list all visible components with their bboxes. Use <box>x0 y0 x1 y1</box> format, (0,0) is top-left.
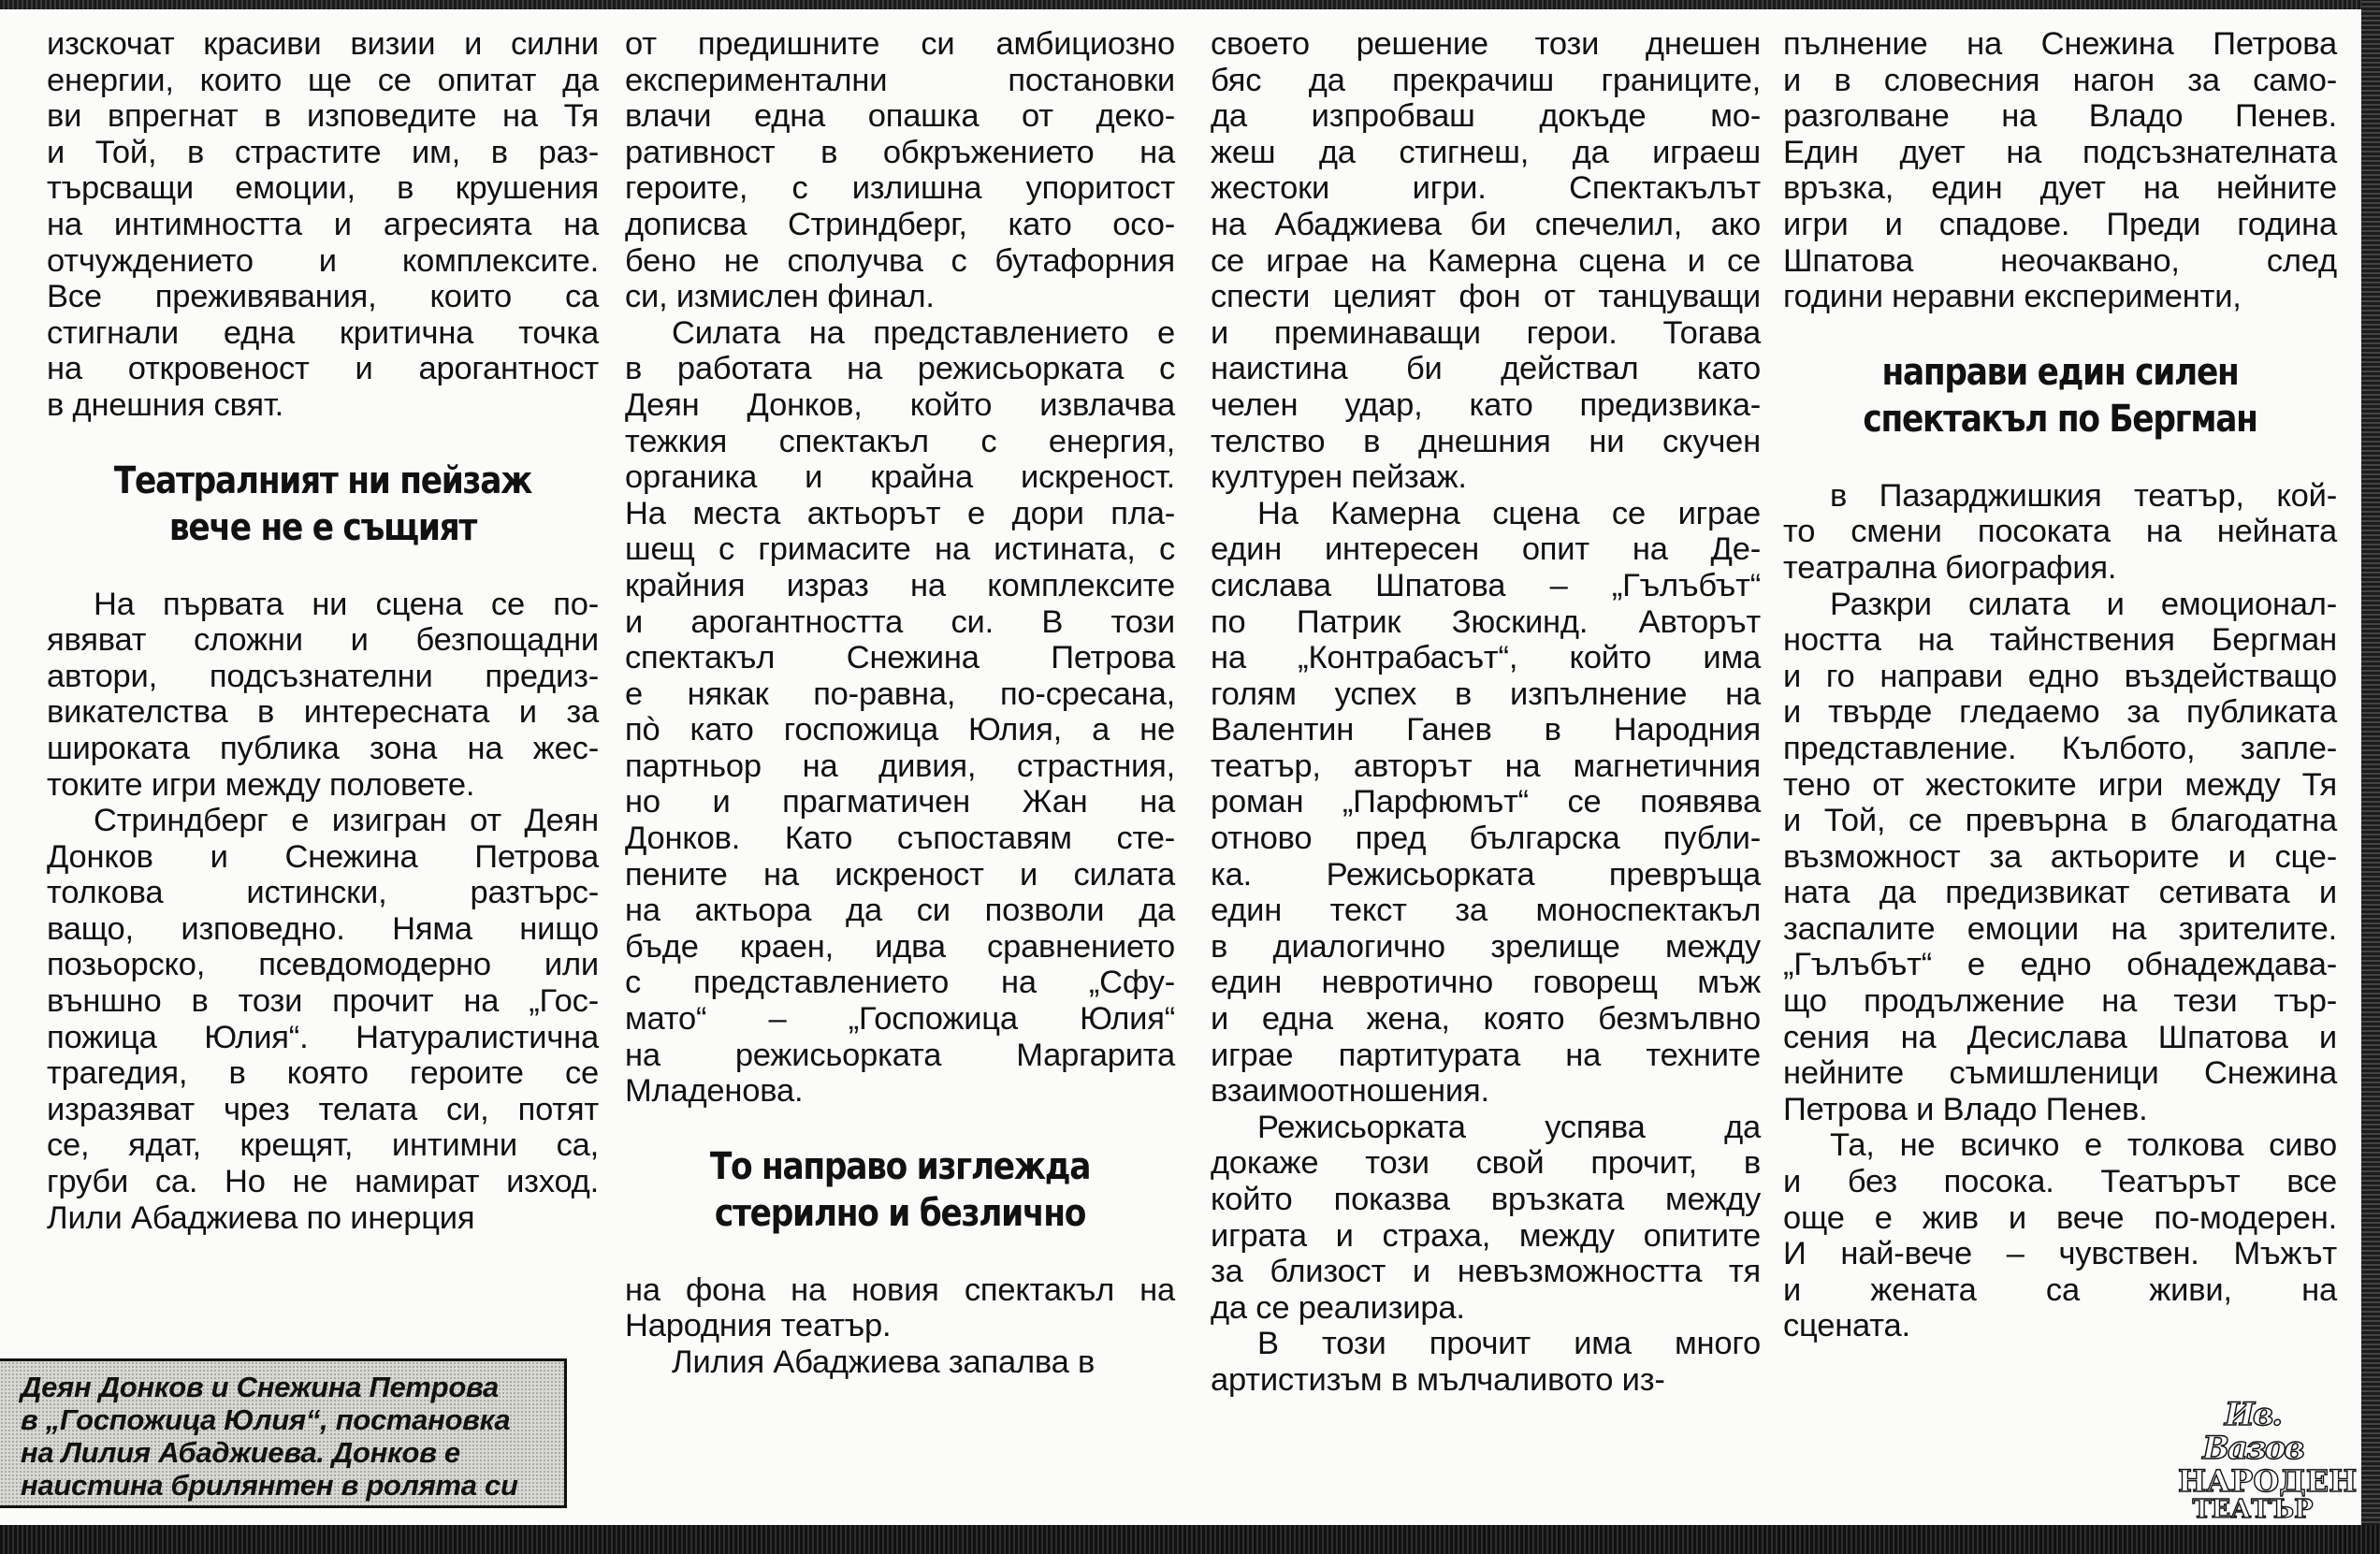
text-line: експериментални постановки <box>625 62 1175 98</box>
text-line: сцената. <box>1783 1308 1910 1344</box>
text-line: груби са. Но не намират изход. <box>47 1164 599 1200</box>
text-line: дописва Стриндберг, като осо- <box>625 206 1175 242</box>
text-line: ността на тайнствения Бергман <box>1783 622 2337 659</box>
text-line: викателства в интересната и за <box>47 694 599 731</box>
text-line: на актьора да си позволи да <box>625 893 1175 929</box>
text-line: заспалите емоции на зрителите. <box>1783 910 2337 947</box>
text-line: На Камерна сцена се играе <box>1257 495 1761 531</box>
text-line: що продължение на тези тър- <box>1783 983 2337 1020</box>
text-line: с представлението на „Сфу- <box>625 965 1175 1001</box>
text-line: и преминаващи герои. Тогава <box>1211 314 1761 351</box>
text-line: по Патрик Зюскинд. Авторът <box>1211 603 1761 640</box>
article-column-4 <box>1783 26 2337 1344</box>
caption-line: наистина брилянтен в ролята си <box>21 1469 518 1502</box>
text-line: да изпробваш докъде мо- <box>1211 98 1761 135</box>
text-line: нейните съмишленици Снежина <box>1783 1055 2337 1092</box>
article-paragraph <box>1783 478 2337 587</box>
text-line: и жената са живи, на <box>1783 1271 2337 1308</box>
text-line: широката публика зона на жес- <box>47 730 599 766</box>
article-paragraph <box>625 1272 1175 1344</box>
text-line: партньор на дивия, страстния, <box>625 748 1175 784</box>
section-subheading <box>47 457 599 551</box>
text-line: пò като госпожица Юлия, а не <box>625 712 1175 748</box>
text-line: наистина би действал като <box>1211 351 1761 387</box>
text-line: спектакъл Снежина Петрова <box>625 640 1175 676</box>
text-line: И най-вече – чувствен. Мъжът <box>1783 1236 2337 1272</box>
text-line: толкова истински, разтърс- <box>47 875 599 911</box>
text-line: изразяват чрез телата си, потят <box>47 1091 599 1127</box>
text-line: театрална биография. <box>1783 549 2117 586</box>
text-line: жеш да стигнеш, да играеш <box>1211 134 1761 170</box>
text-line: „Гълъбът“ е едно обнадеждава- <box>1783 947 2337 983</box>
text-line: Режисьорката успява да <box>1257 1109 1761 1145</box>
text-line: и твърде гледаемо за публиката <box>1783 694 2337 731</box>
text-line: и без посока. Театърът все <box>1783 1164 2337 1200</box>
text-line: на интимността и агресията на <box>47 206 599 242</box>
text-line: ка. Режисьорката превръща <box>1211 856 1761 893</box>
text-line: бяс да прекрачиш границите, <box>1211 62 1761 98</box>
text-line: Стриндберг е изигран от Деян <box>94 803 599 839</box>
section-subheading <box>1783 349 2337 443</box>
logo-name-line1: НАРОДЕН <box>2178 1463 2358 1499</box>
text-line: пените на искреност и силата <box>625 856 1175 893</box>
text-line: на режисьорката Маргарита <box>625 1037 1175 1073</box>
text-line: външно в този прочит на „Гос- <box>47 983 599 1020</box>
text-line: позьорско, псевдомодерно или <box>47 947 599 983</box>
text-line: разголване на Владо Пенев. <box>1783 98 2337 135</box>
text-line: Разкри силата и емоционал- <box>1830 586 2337 622</box>
text-line: културен пейзаж. <box>1211 459 1467 496</box>
text-line: представление. Кълбото, запле- <box>1783 730 2337 766</box>
text-line: артистизъм в мълчаливото из- <box>1211 1361 1665 1398</box>
text-line: Шпатова неочаквано, след <box>1783 242 2337 279</box>
text-line: Младенова. <box>625 1073 804 1110</box>
text-line: изскочат красиви визии и силни <box>47 26 599 62</box>
text-line: На първата ни сцена се по- <box>94 586 599 622</box>
text-line: жестоки игри. Спектакълът <box>1211 170 1761 207</box>
text-line: Петрова и Владо Пенев. <box>1783 1091 2148 1127</box>
text-line: още е жив и вече по-модерен. <box>1783 1199 2337 1236</box>
text-line: се, ядат, крещят, интимни са, <box>47 1127 599 1164</box>
text-line: то смени посоката на нейната <box>1783 514 2337 550</box>
text-line: челен удар, като предизвика- <box>1211 386 1761 423</box>
subheading-line: направи един силен <box>1881 350 2239 394</box>
text-line: своето решение този днешен <box>1211 26 1761 62</box>
text-line: връзка, един дует на нейните <box>1783 170 2337 207</box>
subheading-line: То направо изглежда <box>709 1144 1091 1188</box>
text-line: възможност за актьорите и сце- <box>1783 838 2337 875</box>
article-paragraph <box>625 1344 1175 1381</box>
article-column-2 <box>625 26 1175 1381</box>
text-line: ващо, изповедно. Няма нищо <box>47 910 599 947</box>
subheading-line: спектакъл по Бергман <box>1863 397 2257 441</box>
text-line: но и прагматичен Жан на <box>625 784 1175 821</box>
text-line: голям успех в изпълнение на <box>1211 675 1761 712</box>
text-line: от предишните си амбициозно <box>625 26 1175 62</box>
text-line: стигнали една критична точка <box>47 314 599 351</box>
text-line: се играе на Камерна сцена и се <box>1211 242 1761 279</box>
text-line: автори, подсъзнателни предиз- <box>47 658 599 694</box>
text-line: тено от жестоките игри между Тя <box>1783 766 2337 803</box>
text-line: Донков и Снежина Петрова <box>47 838 599 875</box>
national-theatre-logo-icon <box>2178 1396 2358 1524</box>
text-line: Валентин Ганев в Народния <box>1211 712 1761 748</box>
text-line: ната да предизвикат сетивата и <box>1783 875 2337 911</box>
text-line: на „Контрабасът“, който има <box>1211 640 1761 676</box>
subheading-line: стерилно и безлично <box>714 1191 1086 1235</box>
article-paragraph <box>1783 26 2337 315</box>
text-line: в работата на режисьорката с <box>625 351 1175 387</box>
text-line: да се реализира. <box>1211 1289 1465 1326</box>
text-line: На места актьорът е дори пла- <box>625 495 1175 531</box>
text-line: и в словесния нагон за само- <box>1783 62 2337 98</box>
text-line: сения на Десислава Шпатова и <box>1783 1019 2337 1055</box>
text-line: играта и страха, между опитите <box>1211 1217 1761 1254</box>
text-line: и го направи едно въздействащо <box>1783 658 2337 694</box>
text-line: Лилия Абаджиева запалва в <box>672 1344 1096 1380</box>
text-line: един текст за моноспектакъл <box>1211 893 1761 929</box>
article-paragraph <box>47 803 599 1236</box>
text-line: и една жена, която безмълвно <box>1211 1001 1761 1038</box>
text-line: и Той, в страстите им, в раз- <box>47 134 599 170</box>
text-line: токите игри между половете. <box>47 766 475 803</box>
text-line: и Той, се превърна в благодатна <box>1783 803 2337 839</box>
text-line: бено не сполучва с бутафорния <box>625 242 1175 279</box>
text-line: тежкия спектакъл с енергия, <box>625 423 1175 459</box>
article-paragraph <box>1783 1127 2337 1344</box>
text-line: на Абаджиева би спечелил, ако <box>1211 206 1761 242</box>
article-column-1 <box>47 26 599 1236</box>
subheading-line: вече не е същият <box>168 505 477 549</box>
text-line: е някак по-равна, по-сресана, <box>625 675 1175 712</box>
text-line: трагедия, в която героите се <box>47 1055 599 1092</box>
logo-script: Ив. Вазов <box>2202 1396 2303 1467</box>
page-right-border <box>2361 0 2380 1554</box>
article-paragraph <box>1211 26 1761 496</box>
caption-line: на Лилия Абаджиева. Донков е <box>21 1436 460 1469</box>
text-line: и арогантността си. В този <box>625 603 1175 640</box>
article-paragraph <box>1783 587 2337 1128</box>
text-line: търсващи емоции, в крушения <box>47 170 599 207</box>
article-paragraph <box>1211 1110 1761 1327</box>
text-line: си, измислен финал. <box>625 279 935 315</box>
text-line: енергии, които ще се опитат да <box>47 62 599 98</box>
text-line: Силата на представлението е <box>672 314 1175 351</box>
subheading-line: Театралният ни пейзаж <box>113 458 532 502</box>
text-line: един невротично говорещ мъж <box>1211 965 1761 1001</box>
logo-name-line2: ТЕАТЪР <box>2192 1495 2314 1524</box>
text-line: органика и крайна искреност. <box>625 459 1175 496</box>
section-subheading <box>625 1143 1175 1237</box>
text-line: взаимоотношения. <box>1211 1073 1489 1110</box>
text-line: телство в днешния ни скучен <box>1211 423 1761 459</box>
text-line: Донков. Като съпоставям сте- <box>625 821 1175 857</box>
text-line: отново пред българска публи- <box>1211 821 1761 857</box>
text-line: Народния театър. <box>625 1308 892 1344</box>
text-line: играе партитурата на техните <box>1211 1037 1761 1073</box>
text-line: игри и спадове. Преди година <box>1783 206 2337 242</box>
photo-caption-box <box>0 1358 567 1508</box>
text-line: ративност в обкръжението на <box>625 134 1175 170</box>
text-line: отчуждението и комплексите. <box>47 242 599 279</box>
caption-line: Деян Донков и Снежина Петрова <box>21 1371 499 1403</box>
text-line: театър, авторът на магнетичния <box>1211 748 1761 784</box>
text-line: явяват сложни и безпощадни <box>47 622 599 659</box>
text-line: роман „Парфюмът“ се появява <box>1211 784 1761 821</box>
text-line: който показва връзката между <box>1211 1182 1761 1217</box>
article-paragraph <box>47 26 599 424</box>
text-line: Един дует на подсъзнателната <box>1783 134 2337 170</box>
text-line: докаже този свой прочит, в <box>1211 1145 1761 1182</box>
text-line: на фона на новия спектакъл на <box>625 1271 1175 1308</box>
text-line: В този прочит има много <box>1257 1326 1761 1362</box>
article-paragraph <box>1211 1326 1761 1398</box>
page-bottom-border <box>0 1525 2380 1554</box>
text-line: мато“ – „Госпожица Юлия“ <box>625 1001 1175 1038</box>
text-line: пожица Юлия“. Натуралистична <box>47 1019 599 1055</box>
article-column-3 <box>1211 26 1761 1399</box>
text-line: крайния израз на комплексите <box>625 567 1175 603</box>
text-line: пълнение на Снежина Петрова <box>1783 26 2337 62</box>
article-paragraph <box>625 26 1175 315</box>
text-line: Лили Абаджиева по инерция <box>47 1199 475 1236</box>
text-line: години неравни експерименти, <box>1783 279 2242 315</box>
text-line: шещ с гримасите на истината, с <box>625 531 1175 568</box>
text-line: влачи една опашка от деко- <box>625 98 1175 135</box>
text-line: Все преживявания, които са <box>47 279 599 315</box>
article-paragraph <box>47 587 599 804</box>
caption-line: в „Госпожица Юлия“, постановка <box>21 1403 511 1436</box>
text-line: на откровеност и арогантност <box>47 351 599 387</box>
text-line: героите, с излишна упоритост <box>625 170 1175 207</box>
text-line: ви впрегнат в изповедите на Тя <box>47 98 599 135</box>
article-paragraph <box>1211 496 1761 1110</box>
text-line: Та, не всичко е толкова сиво <box>1830 1127 2337 1164</box>
text-line: в диалогично зрелище между <box>1211 928 1761 965</box>
text-line: един интересен опит на Де- <box>1211 531 1761 568</box>
text-line: спести целият фон от танцуващи <box>1211 279 1761 315</box>
text-line: в Пазарджишкия театър, кой- <box>1830 477 2337 514</box>
text-line: Деян Донков, който извлачва <box>625 386 1175 423</box>
text-line: бъде краен, идва сравнението <box>625 928 1175 965</box>
text-line: сислава Шпатова – „Гълъбът“ <box>1211 567 1761 603</box>
page-top-border <box>0 0 2380 9</box>
text-line: в днешния свят. <box>47 386 283 423</box>
article-paragraph <box>625 315 1175 1110</box>
text-line: за близост и невъзможността тя <box>1211 1254 1761 1290</box>
